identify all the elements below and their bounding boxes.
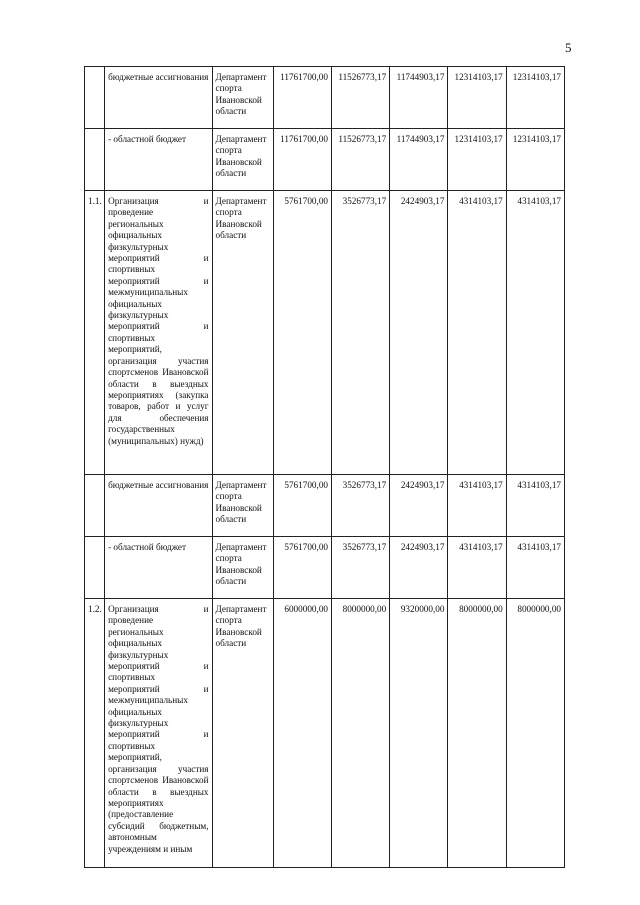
row-value-5: 4314103,17	[506, 475, 564, 537]
row-value-4: 8000000,00	[448, 599, 506, 868]
row-name: - областной бюджет	[105, 129, 212, 191]
row-value-2: 3526773,17	[332, 537, 390, 599]
row-value-3: 2424903,17	[390, 475, 448, 537]
row-value-5: 12314103,17	[506, 129, 564, 191]
row-value-1: 11761700,00	[273, 129, 331, 191]
row-name: Организация и проведение региональных официальных физкультурных мероприятий и спортивных мероприятий и межмуниципальных официальных физкультурных мероприятий и спортивных мероприятий, организация участия спортсменов Ивановской области в выездных мероприятиях (предоставление субсидий бюджетным, автономным учреждениям и иным	[105, 599, 212, 868]
row-value-2: 11526773,17	[332, 129, 390, 191]
table-row	[85, 537, 565, 599]
table-row	[85, 67, 565, 129]
row-name: - областной бюджет	[105, 537, 212, 599]
budget-table	[84, 66, 565, 868]
row-value-3: 11744903,17	[390, 129, 448, 191]
row-value-2: 3526773,17	[332, 191, 390, 475]
table-row	[85, 475, 565, 537]
row-value-4: 4314103,17	[448, 475, 506, 537]
row-value-4: 12314103,17	[448, 129, 506, 191]
row-value-4: 4314103,17	[448, 191, 506, 475]
row-department: Департамент спорта Ивановской области	[212, 191, 273, 475]
row-department: Департамент спорта Ивановской области	[212, 475, 273, 537]
row-value-3: 2424903,17	[390, 537, 448, 599]
row-value-3: 9320000,00	[390, 599, 448, 868]
row-department: Департамент спорта Ивановской области	[212, 537, 273, 599]
row-value-1: 5761700,00	[273, 191, 331, 475]
row-value-5: 8000000,00	[506, 599, 564, 868]
row-department: Департамент спорта Ивановской области	[212, 129, 273, 191]
row-value-2: 8000000,00	[332, 599, 390, 868]
row-value-1: 5761700,00	[273, 475, 331, 537]
row-value-1: 11761700,00	[273, 67, 331, 129]
row-value-4: 4314103,17	[448, 537, 506, 599]
row-value-5: 4314103,17	[506, 191, 564, 475]
row-name: Организация и проведение региональных официальных физкультурных мероприятий и спортивных мероприятий и межмуниципальных официальных физкультурных мероприятий и спортивных мероприятий, организация участия спортсменов Ивановской области в выездных мероприятиях (закупка товаров, работ и услуг для обеспечения государственных (муниципальных) нужд)	[105, 191, 212, 475]
page-number: 5	[565, 40, 572, 55]
table-row	[85, 191, 565, 475]
row-number	[85, 537, 105, 599]
row-department: Департамент спорта Ивановской области	[212, 599, 273, 868]
row-name: бюджетные ассигнования	[105, 67, 212, 129]
row-value-4: 12314103,17	[448, 67, 506, 129]
row-value-5: 4314103,17	[506, 537, 564, 599]
row-value-5: 12314103,17	[506, 67, 564, 129]
row-name: бюджетные ассигнования	[105, 475, 212, 537]
row-value-3: 2424903,17	[390, 191, 448, 475]
row-number	[85, 129, 105, 191]
row-value-1: 6000000,00	[273, 599, 331, 868]
row-number	[85, 67, 105, 129]
table-row	[85, 599, 565, 868]
row-number: 1.2.	[85, 599, 105, 868]
row-number: 1.1.	[85, 191, 105, 475]
row-department: Департамент спорта Ивановской области	[212, 67, 273, 129]
row-number	[85, 475, 105, 537]
table-row	[85, 129, 565, 191]
row-value-2: 3526773,17	[332, 475, 390, 537]
row-value-1: 5761700,00	[273, 537, 331, 599]
row-value-2: 11526773,17	[332, 67, 390, 129]
row-value-3: 11744903,17	[390, 67, 448, 129]
